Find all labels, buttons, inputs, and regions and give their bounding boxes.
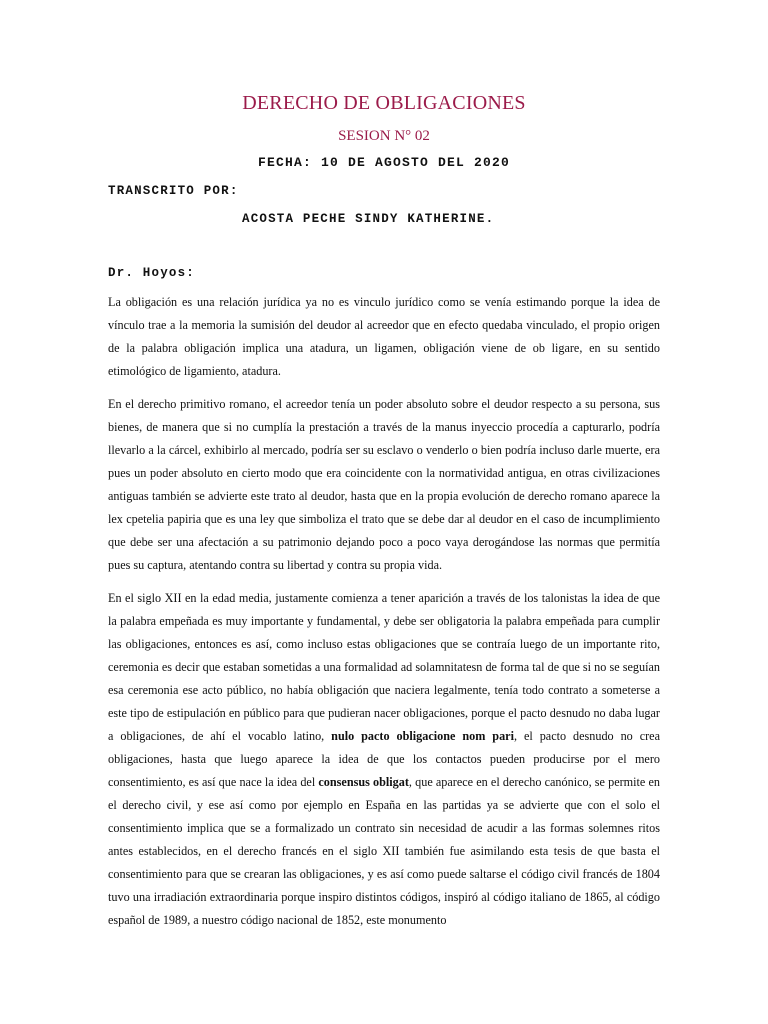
session-number: SESION N° 02 xyxy=(338,128,430,144)
paragraph-3-part-a: En el siglo XII en la edad media, justamente comienza a tener aparición a través de los talonistas la idea de que la palabra empeñada es muy importante y fundamental, y debe ser obligatoria la palabra empeñada para cumplir las obligaciones, entonces es así, como incluso estas obligaciones que se contraía luego de un importante rito, ceremonia es decir que estaban sometidas a una formalidad ad solamnitatesn de forma tal de que si no se seguían esa ceremonia ese acto público, no había obligación que naciera legalmente, tenía todo contrato a someterse a este tipo de estipulación en público para que pudieran nacer obligaciones, porque el pacto desnudo no daba lugar a obligaciones, de ahí el vocablo latino, xyxy=(108,591,660,743)
latin-term-nulo-pacto: nulo pacto obligacione nom pari xyxy=(331,729,514,743)
transcribed-by-label: TRANSCRITO POR: xyxy=(108,184,239,198)
paragraph-3-part-c: , que aparece en el derecho canónico, se permite en el derecho civil, y ese así como por ejemplo en España en las partidas ya se advierte que con el solo el consentimiento implica que se a formalizado un contrato sin necesidad de acudir a las formas solemnes ritos antes establecidos, en el derecho francés en el siglo XII también fue asimilando esta tesis de que basta el consentimiento para que se crearan las obligaciones, y es así como puede saltarse el código civil francés de 1804 tuvo una irradiación extraordinaria porque inspiro distintos códigos, inspiró al código italiano de 1865, al código español de 1989, a nuestro código nacional de 1852, este monumento xyxy=(108,775,660,927)
document-body xyxy=(108,291,660,942)
paragraph-1: La obligación es una relación jurídica ya no es vinculo jurídico como se venía estimando porque la idea de vínculo trae a la memoria la sumisión del deudor al acreedor que en efecto quedaba vinculado, el propio origen de la palabra obligación implica una atadura, un ligamen, obligación viene de ob ligare, en su sentido etimológico de ligamiento, atadura. xyxy=(108,295,660,378)
date-line: FECHA: 10 DE AGOSTO DEL 2020 xyxy=(257,155,511,170)
author-name: ACOSTA PECHE SINDY KATHERINE. xyxy=(242,212,495,226)
paragraph-3-part-b: , el pacto desnudo no crea obligaciones, hasta que luego aparece la idea de que los contactos pueden producirse por el mero consentimiento, es así que nace la idea del xyxy=(108,729,660,789)
document-title: DERECHO DE OBLIGACIONES xyxy=(242,92,526,114)
latin-term-consensus-obligat: consensus obligat xyxy=(318,775,409,789)
paragraph-3 xyxy=(108,587,660,932)
paragraph-2: En el derecho primitivo romano, el acreedor tenía un poder absoluto sobre el deudor respecto a su persona, sus bienes, de manera que si no cumplía la prestación a través de la manus inyeccio procedía a capturarlo, podría llevarlo a la cárcel, exhibirlo al mercado, podría ser su esclavo o venderlo o bien podría incluso darle muerte, era pues un poder absoluto en cierto modo que era coincidente con la normatividad antigua, en otras civilizaciones antiguas también se advierte este trato al deudor, hasta que en la propia evolución de derecho romano aparece la lex cpetelia papiria que es una ley que simboliza el trato que se debe dar al deudor en el caso de incumplimiento que debe ser una afectación a su patrimonio dejando poco a poco vaya derogándose las normas que permitía pues su captura, atentando contra su libertad y contra su propia vida. xyxy=(108,397,660,572)
speaker-label: Dr. Hoyos: xyxy=(108,266,196,280)
